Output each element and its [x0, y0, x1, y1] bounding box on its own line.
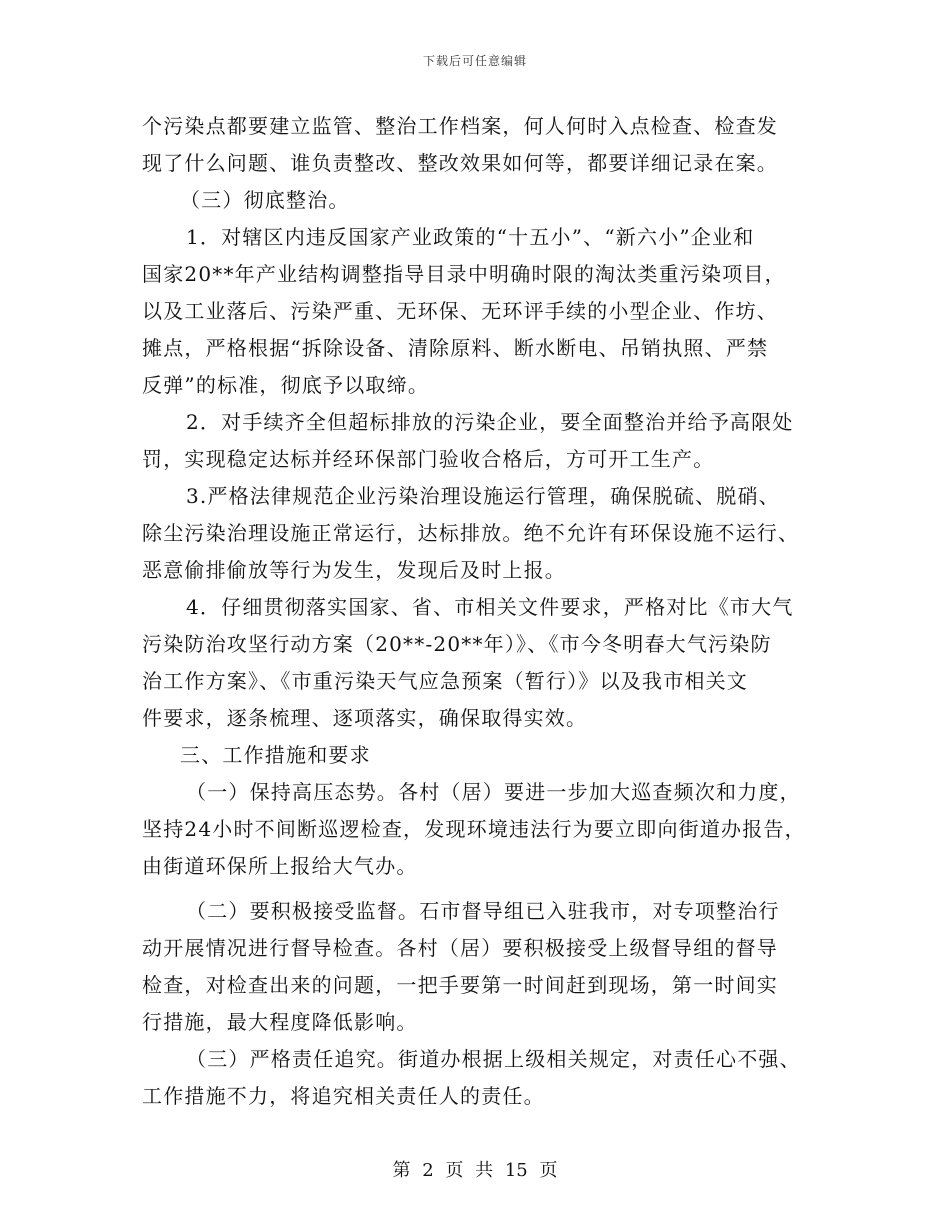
- document-body: [142, 108, 810, 1115]
- text-line: 检查，对检查出来的问题，一把手要第一时间赶到现场，第一时间实: [142, 973, 778, 997]
- text-line: 由街道环保所上报给大气办。: [142, 854, 418, 878]
- text-line: 污染防治攻坚行动方案（20**-20**年）》、《市今冬明春大气污染防: [142, 632, 772, 656]
- text-line: 2．对手续齐全但超标排放的污染企业，要全面整治并给予高限处: [186, 410, 794, 434]
- page-number: 第 2 页 共 15 页: [392, 1160, 558, 1181]
- text-line: （二）要积极接受监督。石市督导组已入驻我市，对专项整治行: [186, 899, 780, 923]
- text-line: 除尘污染治理设施正常运行，达标排放。绝不允许有环保设施不运行、: [142, 521, 800, 545]
- text-line: 4．仔细贯彻落实国家、省、市相关文件要求，严格对比《市大气: [186, 595, 794, 619]
- section-heading: （三）彻底整治。: [180, 188, 350, 212]
- text-line: （三）严格责任追究。街道办根据上级相关规定，对责任心不强、: [186, 1047, 801, 1071]
- text-line: 个污染点都要建立监管、整治工作档案，何人何时入点检查、检查发: [142, 114, 778, 138]
- text-line: 件要求，逐条梳理、逐项落实，确保取得实效。: [142, 706, 588, 730]
- paragraph-gap: [142, 885, 810, 893]
- text-line: 罚，实现稳定达标并经环保部门验收合格后，方可开工生产。: [142, 447, 715, 471]
- text-line: 1．对辖区内违反国家产业政策的“十五小”、“新六小”企业和: [186, 225, 755, 249]
- text-line: 工作措施不力，将追究相关责任人的责任。: [142, 1084, 545, 1108]
- text-line: 坚持24小时不间断巡逻检查，发现环境违法行为要立即向街道办报告，: [142, 817, 806, 841]
- text-line: 摊点，严格根据“拆除设备、清除原料、断水断电、吊销执照、严禁: [142, 336, 769, 360]
- text-line: 治工作方案》、《市重污染天气应急预案（暂行）》以及我市相关文: [142, 669, 748, 693]
- text-line: 反弹”的标准，彻底予以取缔。: [142, 373, 430, 397]
- text-line: 行措施，最大程度降低影响。: [142, 1010, 418, 1034]
- section-heading: 三、工作措施和要求: [180, 743, 371, 767]
- text-line: 现了什么问题、谁负责整改、整改效果如何等，都要详细记录在案。: [142, 151, 778, 175]
- text-line: 国家20**年产业结构调整指导目录中明确时限的淘汰类重污染项目，: [142, 262, 786, 286]
- page-header: 下载后可任意编辑: [422, 54, 527, 68]
- text-line: 3.严格法律规范企业污染治理设施运行管理，确保脱硫、脱硝、: [186, 484, 780, 508]
- text-line: 以及工业落后、污染严重、无环保、无环评手续的小型企业、作坊、: [142, 299, 778, 323]
- text-line: （一）保持高压态势。各村（居）要进一步加大巡查频次和力度，: [186, 780, 801, 804]
- text-line: 恶意偷排偷放等行为发生，发现后及时上报。: [142, 558, 566, 582]
- text-line: 动开展情况进行督导检查。各村（居）要积极接受上级督导组的督导: [142, 936, 778, 960]
